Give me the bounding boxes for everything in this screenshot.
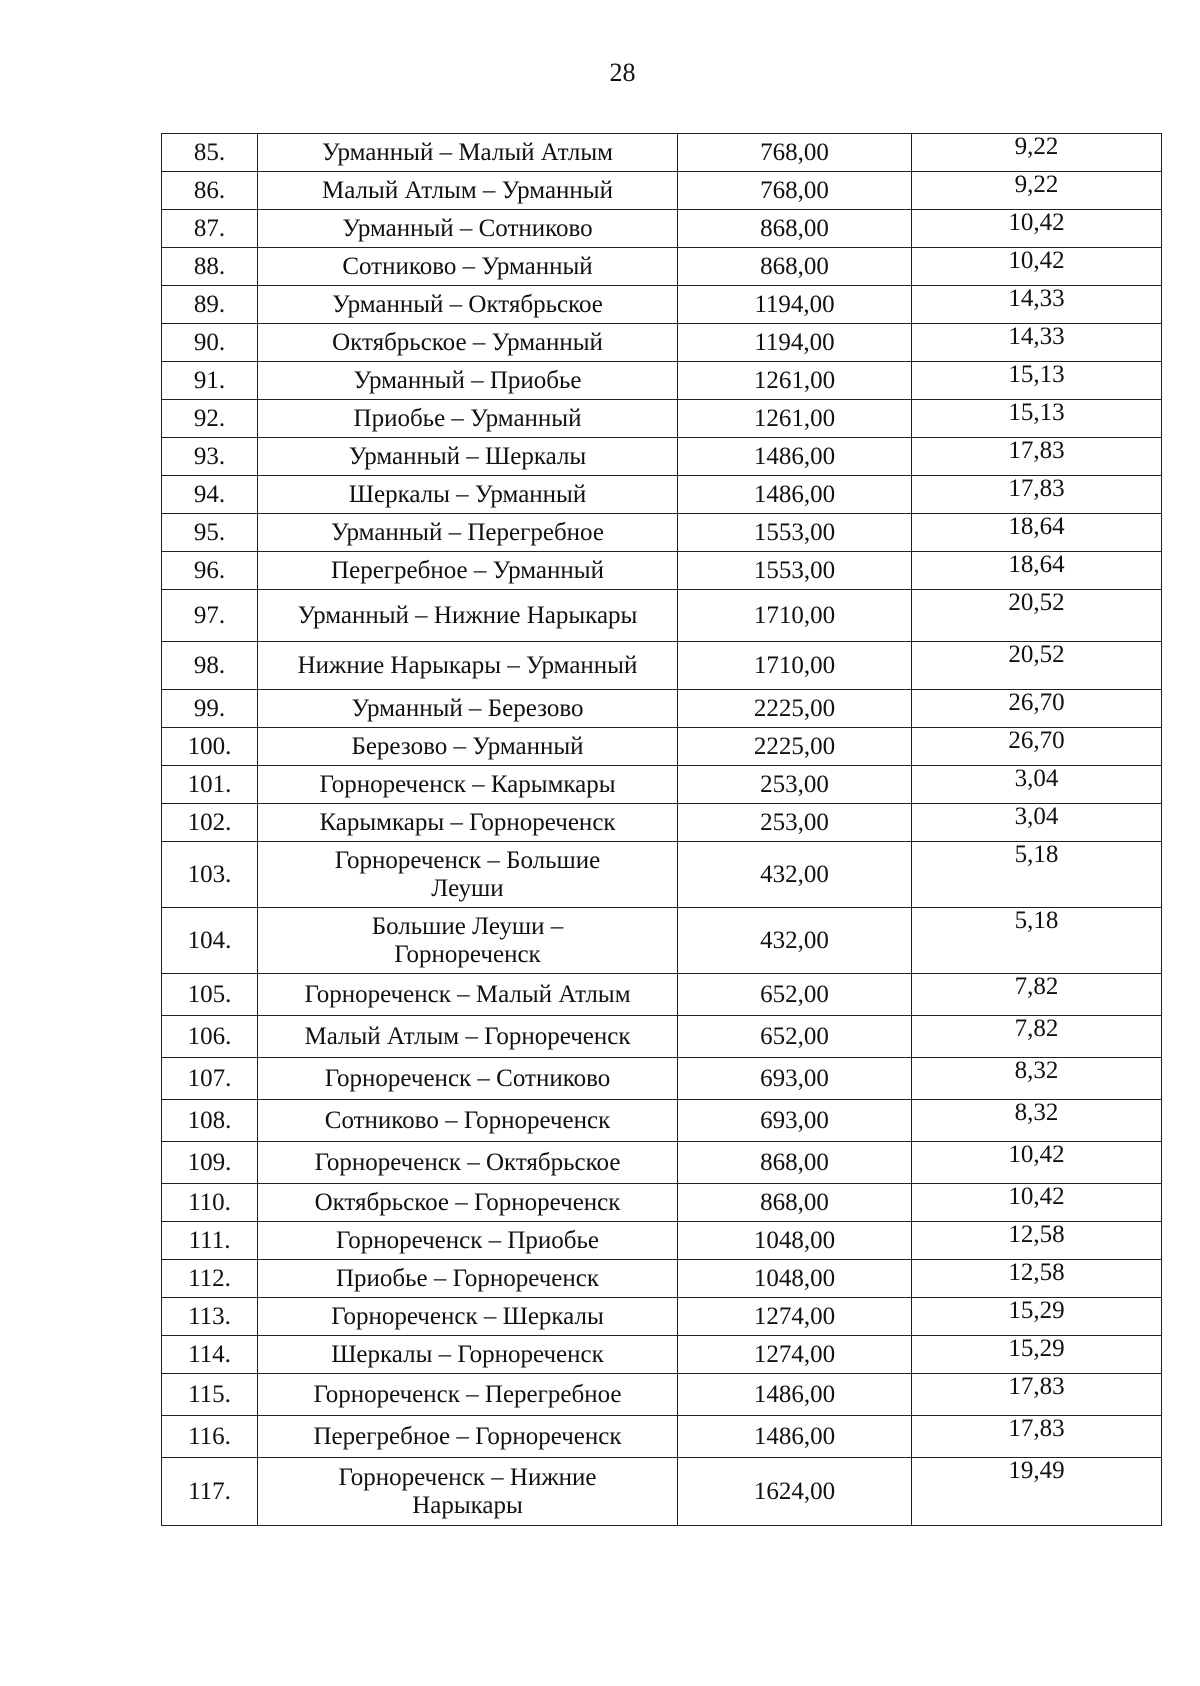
fare-price: 652,00	[678, 974, 912, 1016]
table-row	[162, 476, 1162, 514]
fare-price: 432,00	[678, 908, 912, 974]
table-row	[162, 1016, 1162, 1058]
table-row	[162, 1100, 1162, 1142]
row-number: 105.	[162, 974, 258, 1016]
route-name: Нижние Нарыкары – Урманный	[258, 642, 678, 690]
fare-price: 693,00	[678, 1058, 912, 1100]
table-row	[162, 248, 1162, 286]
route-name: Урманный – Сотниково	[258, 210, 678, 248]
fare-price: 868,00	[678, 210, 912, 248]
table-row	[162, 1260, 1162, 1298]
row-number: 106.	[162, 1016, 258, 1058]
table-row	[162, 1416, 1162, 1458]
table-row	[162, 1184, 1162, 1222]
route-name: Сотниково – Горнореченск	[258, 1100, 678, 1142]
page-number: 28	[609, 58, 636, 87]
row-number: 102.	[162, 804, 258, 842]
fare-value: 3,04	[912, 766, 1162, 804]
table-row	[162, 400, 1162, 438]
fare-price: 1486,00	[678, 1374, 912, 1416]
fare-value: 15,13	[912, 400, 1162, 438]
table-row	[162, 974, 1162, 1016]
fare-price: 1710,00	[678, 642, 912, 690]
row-number: 89.	[162, 286, 258, 324]
route-name: Шеркалы – Горнореченск	[258, 1336, 678, 1374]
route-name: Горнореченск – Сотниково	[258, 1058, 678, 1100]
row-number: 95.	[162, 514, 258, 552]
fare-price: 768,00	[678, 172, 912, 210]
table-row	[162, 210, 1162, 248]
fare-value: 12,58	[912, 1260, 1162, 1298]
row-number: 101.	[162, 766, 258, 804]
fare-value: 8,32	[912, 1100, 1162, 1142]
fare-value: 20,52	[912, 642, 1162, 690]
fare-price: 1261,00	[678, 362, 912, 400]
fare-value: 20,52	[912, 590, 1162, 642]
fare-value: 26,70	[912, 728, 1162, 766]
route-name: Малый Атлым – Горнореченск	[258, 1016, 678, 1058]
fare-price: 1710,00	[678, 590, 912, 642]
row-number: 113.	[162, 1298, 258, 1336]
route-name: Урманный – Приобье	[258, 362, 678, 400]
fare-value: 15,29	[912, 1298, 1162, 1336]
route-name: Шеркалы – Урманный	[258, 476, 678, 514]
row-number: 108.	[162, 1100, 258, 1142]
fare-value: 14,33	[912, 324, 1162, 362]
fare-value: 10,42	[912, 248, 1162, 286]
fare-value: 18,64	[912, 514, 1162, 552]
fare-value: 19,49	[912, 1458, 1162, 1526]
fare-price: 1486,00	[678, 438, 912, 476]
fare-value: 17,83	[912, 1374, 1162, 1416]
fare-value: 5,18	[912, 842, 1162, 908]
fare-value: 17,83	[912, 476, 1162, 514]
table-row	[162, 438, 1162, 476]
fare-price: 1194,00	[678, 324, 912, 362]
route-name: Приобье – Урманный	[258, 400, 678, 438]
table-row	[162, 514, 1162, 552]
fare-price: 1486,00	[678, 476, 912, 514]
route-name: Малый Атлым – Урманный	[258, 172, 678, 210]
route-name: Приобье – Горнореченск	[258, 1260, 678, 1298]
route-name: Урманный – Перегребное	[258, 514, 678, 552]
fares-table-body	[162, 134, 1162, 1526]
fare-value: 26,70	[912, 690, 1162, 728]
route-name: Урманный – Нижние Нарыкары	[258, 590, 678, 642]
fare-price: 652,00	[678, 1016, 912, 1058]
row-number: 103.	[162, 842, 258, 908]
fare-value: 15,13	[912, 362, 1162, 400]
fare-price: 1261,00	[678, 400, 912, 438]
route-name: Октябрьское – Горнореченск	[258, 1184, 678, 1222]
fare-price: 2225,00	[678, 690, 912, 728]
route-name: Горнореченск – Шеркалы	[258, 1298, 678, 1336]
row-number: 93.	[162, 438, 258, 476]
fare-price: 868,00	[678, 1184, 912, 1222]
route-name: Урманный – Малый Атлым	[258, 134, 678, 172]
fare-value: 10,42	[912, 210, 1162, 248]
table-row	[162, 728, 1162, 766]
row-number: 86.	[162, 172, 258, 210]
row-number: 117.	[162, 1458, 258, 1526]
row-number: 87.	[162, 210, 258, 248]
fare-price: 868,00	[678, 248, 912, 286]
table-row	[162, 324, 1162, 362]
fare-price: 1624,00	[678, 1458, 912, 1526]
table-row	[162, 1458, 1162, 1526]
table-row	[162, 766, 1162, 804]
fare-value: 10,42	[912, 1142, 1162, 1184]
fare-value: 14,33	[912, 286, 1162, 324]
fare-value: 9,22	[912, 134, 1162, 172]
fare-price: 432,00	[678, 842, 912, 908]
fare-value: 7,82	[912, 1016, 1162, 1058]
table-row	[162, 172, 1162, 210]
row-number: 98.	[162, 642, 258, 690]
table-row	[162, 804, 1162, 842]
route-name: Перегребное – Урманный	[258, 552, 678, 590]
row-number: 104.	[162, 908, 258, 974]
fare-value: 12,58	[912, 1222, 1162, 1260]
row-number: 88.	[162, 248, 258, 286]
route-name: Горнореченск – Большие Леуши	[258, 842, 678, 908]
row-number: 114.	[162, 1336, 258, 1374]
table-row	[162, 134, 1162, 172]
fare-price: 1194,00	[678, 286, 912, 324]
route-name: Горнореченск – Малый Атлым	[258, 974, 678, 1016]
fares-table	[161, 133, 1162, 1526]
table-row	[162, 690, 1162, 728]
route-name: Урманный – Шеркалы	[258, 438, 678, 476]
route-name: Горнореченск – Перегребное	[258, 1374, 678, 1416]
route-name: Урманный – Березово	[258, 690, 678, 728]
fare-price: 1048,00	[678, 1222, 912, 1260]
fare-price: 253,00	[678, 804, 912, 842]
row-number: 110.	[162, 1184, 258, 1222]
row-number: 94.	[162, 476, 258, 514]
route-name: Карымкары – Горнореченск	[258, 804, 678, 842]
row-number: 111.	[162, 1222, 258, 1260]
row-number: 115.	[162, 1374, 258, 1416]
fare-price: 1274,00	[678, 1298, 912, 1336]
fare-price: 2225,00	[678, 728, 912, 766]
route-name: Горнореченск – Октябрьское	[258, 1142, 678, 1184]
fare-price: 868,00	[678, 1142, 912, 1184]
row-number: 96.	[162, 552, 258, 590]
fare-price: 1553,00	[678, 514, 912, 552]
row-number: 107.	[162, 1058, 258, 1100]
fare-value: 7,82	[912, 974, 1162, 1016]
table-row	[162, 552, 1162, 590]
route-name: Перегребное – Горнореченск	[258, 1416, 678, 1458]
row-number: 92.	[162, 400, 258, 438]
fare-value: 3,04	[912, 804, 1162, 842]
table-row	[162, 1298, 1162, 1336]
table-row	[162, 1058, 1162, 1100]
fare-value: 18,64	[912, 552, 1162, 590]
route-name: Сотниково – Урманный	[258, 248, 678, 286]
row-number: 91.	[162, 362, 258, 400]
fare-value: 17,83	[912, 1416, 1162, 1458]
table-row	[162, 362, 1162, 400]
row-number: 109.	[162, 1142, 258, 1184]
fare-price: 1486,00	[678, 1416, 912, 1458]
fare-price: 693,00	[678, 1100, 912, 1142]
table-row	[162, 1374, 1162, 1416]
fare-value: 10,42	[912, 1184, 1162, 1222]
table-row	[162, 1142, 1162, 1184]
row-number: 90.	[162, 324, 258, 362]
table-row	[162, 642, 1162, 690]
route-name: Урманный – Октябрьское	[258, 286, 678, 324]
fare-price: 1274,00	[678, 1336, 912, 1374]
route-name: Березово – Урманный	[258, 728, 678, 766]
route-name: Октябрьское – Урманный	[258, 324, 678, 362]
row-number: 112.	[162, 1260, 258, 1298]
route-name: Горнореченск – Карымкары	[258, 766, 678, 804]
fare-price: 768,00	[678, 134, 912, 172]
route-name: Горнореченск – Приобье	[258, 1222, 678, 1260]
route-name: Большие Леуши – Горнореченск	[258, 908, 678, 974]
route-name: Горнореченск – Нижние Нарыкары	[258, 1458, 678, 1526]
row-number: 97.	[162, 590, 258, 642]
fare-value: 9,22	[912, 172, 1162, 210]
fare-value: 15,29	[912, 1336, 1162, 1374]
row-number: 116.	[162, 1416, 258, 1458]
row-number: 100.	[162, 728, 258, 766]
row-number: 99.	[162, 690, 258, 728]
fare-value: 17,83	[912, 438, 1162, 476]
table-row	[162, 286, 1162, 324]
table-row	[162, 590, 1162, 642]
table-row	[162, 842, 1162, 908]
fare-price: 1553,00	[678, 552, 912, 590]
fare-price: 253,00	[678, 766, 912, 804]
fare-price: 1048,00	[678, 1260, 912, 1298]
row-number: 85.	[162, 134, 258, 172]
table-row	[162, 1336, 1162, 1374]
table-row	[162, 908, 1162, 974]
table-row	[162, 1222, 1162, 1260]
fare-value: 5,18	[912, 908, 1162, 974]
fare-value: 8,32	[912, 1058, 1162, 1100]
